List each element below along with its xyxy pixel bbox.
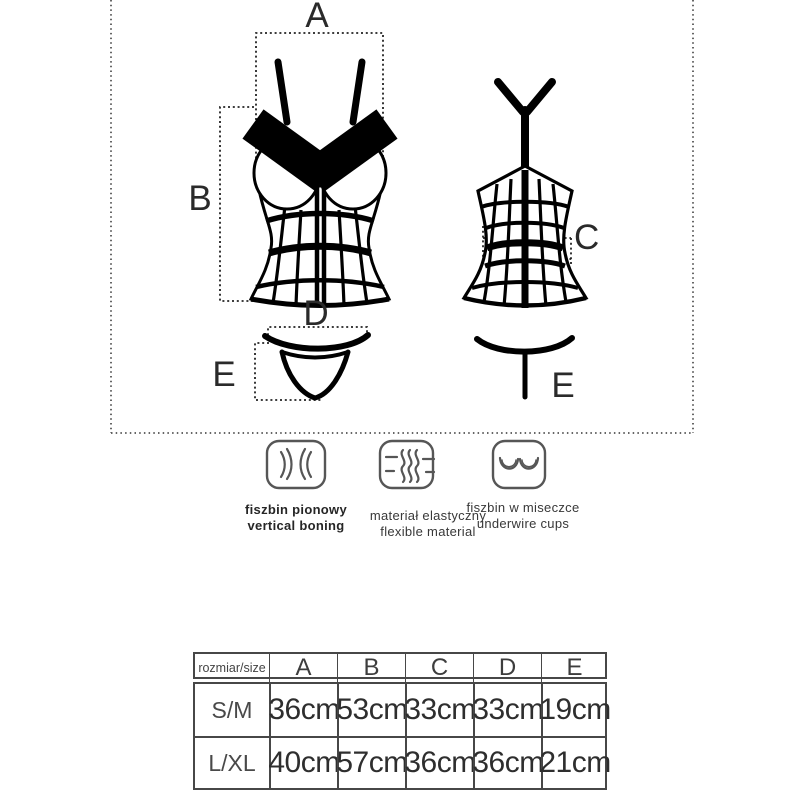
shoulder-straps xyxy=(278,62,362,122)
measure-label-e-front: E xyxy=(212,355,236,394)
value-sm-b: 53cm xyxy=(337,684,405,736)
value-sm-a: 36cm xyxy=(269,684,337,736)
column-header-b: B xyxy=(337,654,405,682)
feature-label-underwire-cups xyxy=(453,500,593,532)
column-header-c: C xyxy=(405,654,473,682)
back-view-drawing xyxy=(464,82,586,308)
value-lxl-a: 40cm xyxy=(269,736,337,788)
column-header-d: D xyxy=(473,654,541,682)
feature-label-en: underwire cups xyxy=(476,516,570,531)
vertical-boning-icon xyxy=(267,441,325,488)
feature-label-pl: fiszbin pionowy xyxy=(245,502,347,517)
value-sm-e: 19cm xyxy=(541,684,607,736)
value-lxl-e: 21cm xyxy=(541,736,607,788)
thong-front-drawing xyxy=(265,335,368,398)
feature-icons xyxy=(267,441,545,488)
halter-strap xyxy=(498,82,552,168)
value-lxl-b: 57cm xyxy=(337,736,405,788)
feature-label-pl: materiał elastyczny xyxy=(369,508,487,523)
measure-label-d: D xyxy=(303,294,329,333)
row-header-lxl: L/XL xyxy=(195,736,269,788)
feature-label-en: flexible material xyxy=(380,524,476,539)
size-table-header xyxy=(193,652,607,679)
value-sm-d: 33cm xyxy=(473,684,541,736)
measure-label-a: A xyxy=(305,0,329,35)
value-lxl-c: 36cm xyxy=(405,736,473,788)
size-table xyxy=(193,652,611,790)
column-header-a: A xyxy=(269,654,337,682)
feature-label-vertical-boning xyxy=(226,502,366,534)
value-sm-c: 33cm xyxy=(405,684,473,736)
column-header-e: E xyxy=(541,654,607,682)
feature-label-en: vertical boning xyxy=(247,518,345,533)
row-header-sm: S/M xyxy=(211,696,253,723)
underwire-cups-icon xyxy=(493,441,545,488)
corner-header: rozmiar/size xyxy=(198,661,266,675)
front-view-drawing xyxy=(251,62,389,306)
value-lxl-d: 36cm xyxy=(473,736,541,788)
flexible-material-icon xyxy=(380,441,434,488)
measure-label-c: C xyxy=(574,218,600,257)
size-table-body xyxy=(193,682,611,790)
feature-label-pl: fiszbin w miseczce xyxy=(466,500,580,515)
measure-label-e-back: E xyxy=(551,366,575,405)
measure-label-b: B xyxy=(188,179,212,218)
